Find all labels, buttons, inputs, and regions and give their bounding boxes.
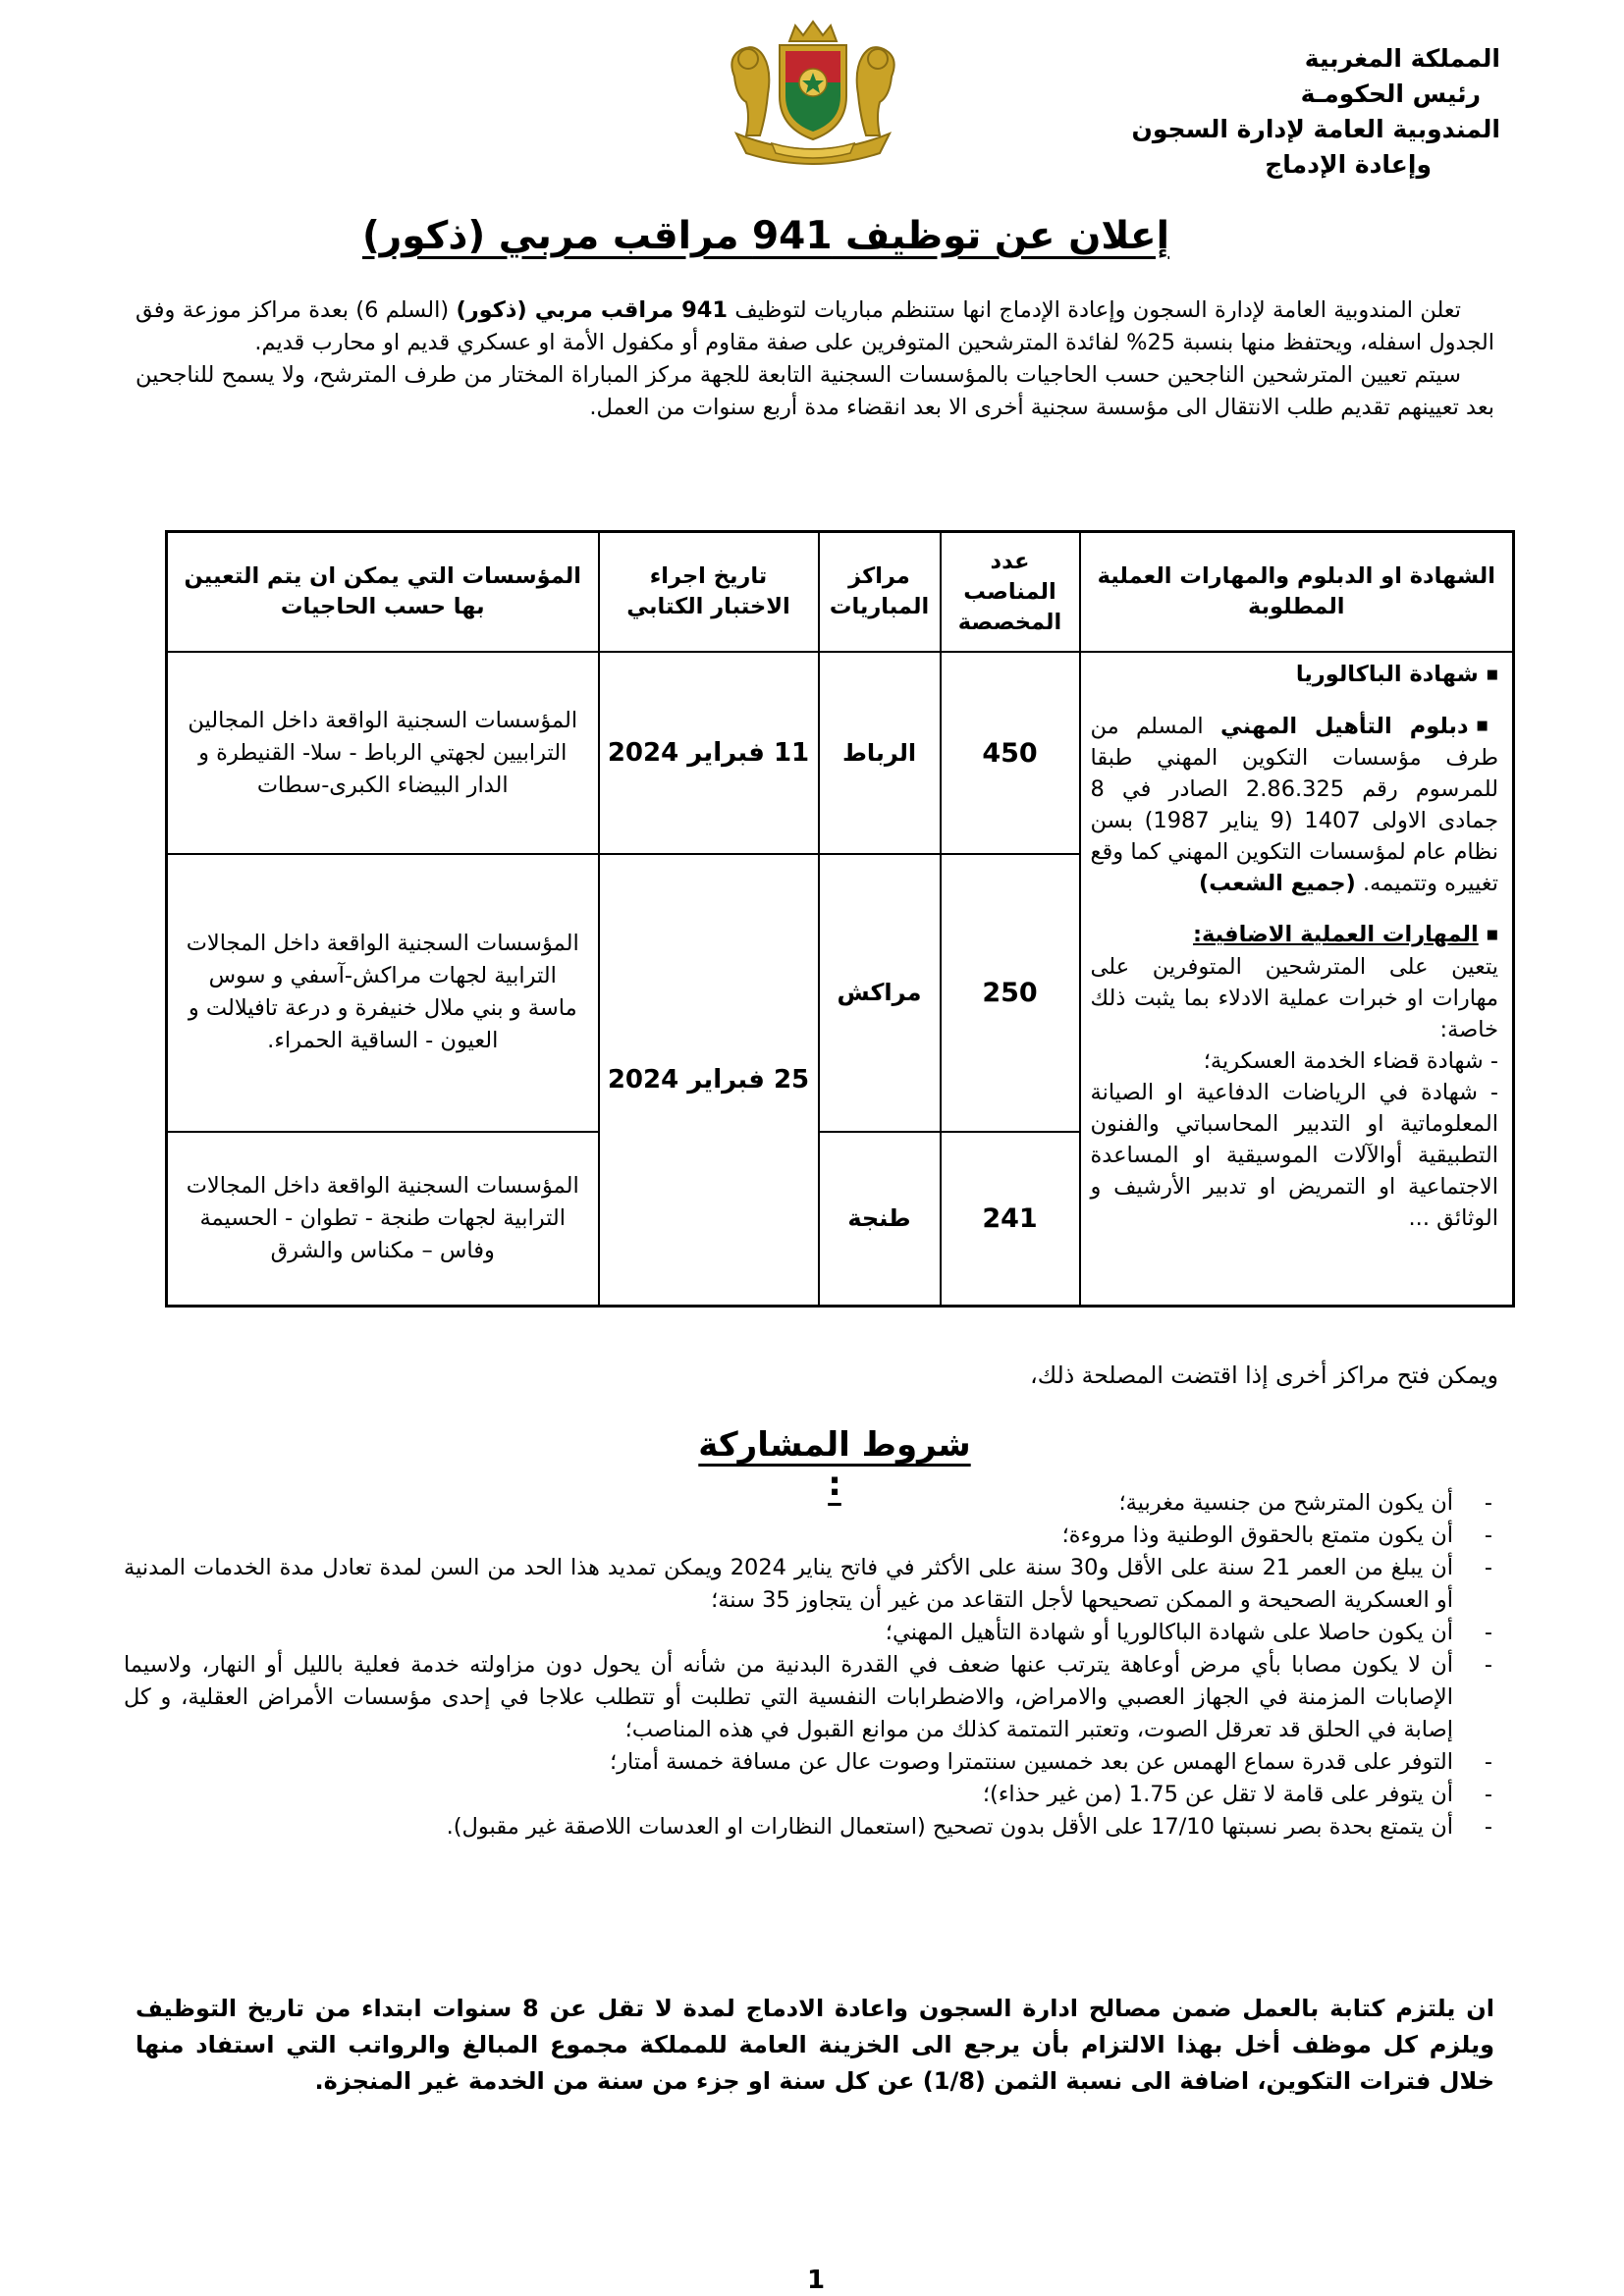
header-requirements: الشهادة او الدبلوم والمهارات العملية المطلوبة — [1080, 532, 1514, 653]
exam-center: الرباط — [819, 652, 941, 854]
exam-date: 11 فبراير 2024 — [599, 652, 819, 854]
intro-paragraph-1 — [135, 294, 1494, 359]
conditions-list — [124, 1487, 1498, 1843]
requirement-bac — [1091, 659, 1499, 691]
skill-item-1: - شهادة قضاء الخدمة العسكرية؛ — [1203, 1047, 1498, 1074]
header-kingdom: المملكة المغربية — [1304, 44, 1500, 73]
bullet-square-icon: ■ — [1476, 719, 1499, 733]
header-block — [1088, 41, 1500, 183]
intro-p1-bold: 941 مراقب مربي (ذكور) — [456, 297, 729, 323]
diploma-title: دبلوم التأهيل المهني — [1219, 713, 1469, 739]
skills-title: المهارات العملية الاضافية: — [1193, 922, 1479, 947]
header-centers: مراكز المباريات — [819, 532, 941, 653]
posts-table — [165, 530, 1515, 1308]
list-item: - أن يكون متمتع بالحقوق الوطنية وذا مروءة؛ — [124, 1520, 1498, 1552]
list-item: - التوفر على قدرة سماع الهمس عن بعد خمسين سنتمترا وصوت عال عن مسافة خمسة أمتار؛ — [124, 1746, 1498, 1779]
list-item: - أن يكون حاصلا على شهادة الباكالوريا أو شهادة التأهيل المهني؛ — [124, 1617, 1498, 1649]
more-centers-note: ويمكن فتح مراكز أخرى إذا اقتضت المصلحة ذلك، — [1030, 1362, 1498, 1389]
diploma-note: (جميع الشعب) — [1199, 871, 1356, 896]
header-institutions: المؤسسات التي يمكن ان يتم التعيين بها حسب الحاجيات — [167, 532, 599, 653]
list-item: - أن يتوفر على قامة لا تقل عن 1.75 (من غير حذاء)؛ — [124, 1779, 1498, 1811]
posts-count: 241 — [941, 1132, 1080, 1307]
conditions-title: شروط المشاركة : — [698, 1425, 971, 1504]
exam-center: مراكش — [819, 854, 941, 1132]
moroccan-coat-of-arms-emblem — [717, 18, 909, 165]
list-item: - أن يتمتع بحدة بصر نسبتها 17/10 على الأقل بدون تصحيح (استعمال النظارات او العدسات اللاصقة غير مقبول). — [124, 1811, 1498, 1843]
requirements-cell — [1080, 652, 1514, 1307]
list-item: - أن يبلغ من العمر 21 سنة على الأقل و30 سنة على الأكثر في فاتح يناير 2024 ويمكن تمديد هذا الحد من السن لمدة تعادل مدة الخدمات المدنية أو العسكرية الصحيحة و الممكن تصحيحها لأجل التقاعد من غير أن يتجاوز 35 سنة؛ — [124, 1552, 1498, 1617]
header-posts: عدد المناصب المخصصة — [941, 532, 1080, 653]
institutions-text: المؤسسات السجنية الواقعة داخل المجالين الترابيين لجهتي الرباط - سلا- القنيطرة و الدار البيضاء الكبرى-سطات — [167, 652, 599, 854]
header-exam-date: تاريخ اجراء الاختبار الكتابي — [599, 532, 819, 653]
list-item: - أن يكون المترشح من جنسية مغربية؛ — [124, 1487, 1498, 1520]
header-reintegration: وإعادة الإدماج — [1265, 150, 1432, 179]
intro-text — [135, 294, 1494, 424]
skill-item-2: - شهادة في الرياضات الدفاعية او الصيانة المعلوماتية او التدبير المحاسباتي والفنون التطبيقية أوالآلات الموسيقية او المساعدة الاجتماعية او التمريض او تدبير الأرشيف و الوثائق ... — [1090, 1079, 1498, 1231]
exam-center: طنجة — [819, 1132, 941, 1307]
posts-count: 250 — [941, 854, 1080, 1132]
announcement-title: إعلان عن توظيف 941 مراقب مربي (ذكور) — [361, 214, 1170, 258]
table-header-row — [167, 532, 1514, 653]
requirement-diploma — [1091, 711, 1499, 900]
skills-text: يتعين على المترشحين المتوفرين على مهارات او خبرات عملية الادلاء بما يثبت ذلك خاصة: — [1090, 953, 1498, 1042]
bullet-square-icon: ■ — [1486, 927, 1498, 942]
intro-paragraph-2: سيتم تعيين المترشحين الناجحين حسب الحاجيات بالمؤسسات السجنية التابعة للجهة مركز المباراة المختار من طرف المترشح، ولا يسمح للناجحين بعد تعيينهم تقديم طلب الانتقال الى مؤسسة سجنية أخرى الا بعد انقضاء مدة أربع سنوات من العمل. — [135, 362, 1494, 420]
intro-p1-start: تعلن المندوبية العامة لإدارة السجون وإعادة الإدماج انها ستنظم مباريات لتوظيف — [728, 297, 1462, 323]
header-government: رئيس الحكومـة — [1300, 80, 1481, 108]
requirement-skills — [1091, 919, 1499, 951]
posts-count: 450 — [941, 652, 1080, 854]
commitment-paragraph: ان يلتزم كتابة بالعمل ضمن مصالح ادارة السجون واعادة الادماج لمدة لا تقل عن 8 سنوات ابتداء من تاريخ التوظيف ويلزم كل موظف أخل بهذا الالتزام بأن يرجع الى الخزينة العامة للمملكة مجموع المبالغ والرواتب التي استفاد منها خلال فترات التكوين، اضافة الى نسبة الثمن (1/8) عن كل سنة او جزء من سنة من الخدمة غير المنجزة. — [135, 1995, 1494, 2095]
institutions-text: المؤسسات السجنية الواقعة داخل المجالات الترابية لجهات طنجة - تطوان - الحسيمة وفاس – مكناس والشرق — [167, 1132, 599, 1307]
header-administration: المندوبية العامة لإدارة السجون — [1131, 115, 1500, 143]
list-item: - أن لا يكون مصابا بأي مرض أوعاهة يترتب عنها ضعف في القدرة البدنية من شأنه أن يحول دون مزاولته خدمة فعلية بالليل أو النهار، ولاسيما الإصابات المزمنة في الجهاز العصبي والامراض، والاضطرابات النفسية التي تطلبت أو تتطلب علاجا في إحدى مؤسسات الأمراض العقلية، و كل إصابة في الحلق قد تعرقل الصوت، وتعتبر التمتمة كذلك من موانع القبول في هذه المناصب؛ — [124, 1649, 1498, 1746]
intro-p1-end: (السلم 6) بعدة مراكز موزعة وفق الجدول اسفله، ويحتفظ منها بنسبة 25% لفائدة المترشحين المتوفرين على صفة مقاوم أو مكفول الأمة او عسكري قديم او محارب قديم. — [135, 297, 1494, 355]
requirement-bac-text: شهادة الباكالوريا — [1295, 662, 1479, 687]
bullet-square-icon: ■ — [1486, 667, 1498, 682]
institutions-text: المؤسسات السجنية الواقعة داخل المجالات الترابية لجهات مراكش-آسفي و سوس ماسة و بني ملال خنيفرة و درعة تافيلالت و العيون - الساقية الحمراء. — [167, 854, 599, 1132]
diploma-text: المسلم من طرف مؤسسات التكوين المهني طبقا للمرسوم رقم 2.86.325 الصادر في 8 جمادى الاولى 1407 (9 يناير 1987) بسن نظام عام لمؤسسات التكوين المهني كما وقع تغييره وتتميمه. — [1090, 713, 1498, 896]
page-number: 1 — [807, 2266, 826, 2295]
exam-date: 25 فبراير 2024 — [599, 854, 819, 1307]
table-row — [167, 652, 1514, 854]
